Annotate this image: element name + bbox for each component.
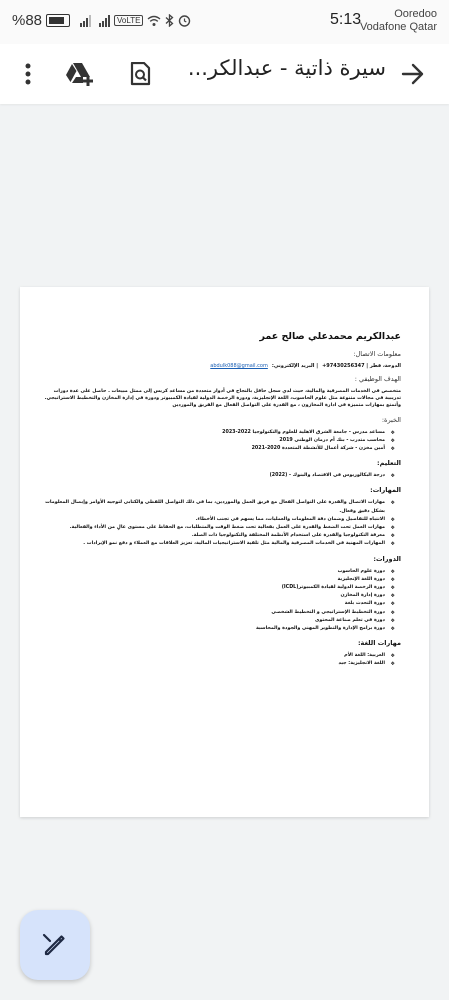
skills-list <box>40 499 401 548</box>
edit-button[interactable] <box>20 910 90 980</box>
carrier-name-secondary: Vodafone Qatar <box>359 21 437 33</box>
list-item: ❖ الانتباه للتفاصيل وضمان دقة المعلومات والعمليات، مما يسهم في تجنب الأخطاء. <box>40 516 385 524</box>
list-item: ❖ مهارات الاتصال والقدرة على التواصل الفعال مع فريق العمل والموردين، بما في ذلك التواصل اللفظي والكتابي لتوجيه الأوامر وإيصال المعلومات بشكل دقيق وفعال. <box>40 499 385 515</box>
list-item: ❖ دورة التحدث بلغة <box>40 600 385 608</box>
list-item: ❖ أمين مخزن - شركة أعمال للأنشطة المتعددة 2020-2021 <box>40 445 385 453</box>
search-in-document-icon <box>129 62 151 86</box>
edit-pen-icon <box>42 932 68 958</box>
list-item: ❖ دورة في تعلم صناعة المحتوى <box>40 617 385 625</box>
list-item: ❖ مساعد مدرس - جامعة الشرق الاهلية للعلوم والتكنولوجيا 2022-2023 <box>40 429 385 437</box>
battery-percent: %88 <box>12 12 43 29</box>
objective-heading: الهدف الوظيفي : <box>354 375 401 383</box>
list-item: ❖ اللغة الانجليزية: جيد <box>40 660 385 668</box>
languages-list <box>40 652 401 668</box>
carrier-name: Ooredoo <box>394 8 437 20</box>
status-bar <box>0 0 449 44</box>
more-options-icon <box>25 63 31 85</box>
list-item: ❖ درجة البكالوريوس في الاقتصاد والبنوك - (2022) <box>40 472 385 480</box>
add-to-drive-button[interactable] <box>60 54 100 94</box>
volte-icon: VoLTE <box>114 15 143 26</box>
experience-heading: الخبرة: <box>381 415 401 424</box>
list-item: ❖ دورة التخطيط الإستراتيجي و التخطيط الشخصي <box>40 609 385 617</box>
courses-heading: الدورات: <box>373 554 401 563</box>
find-in-document-button[interactable] <box>120 54 160 94</box>
courses-list <box>40 568 401 634</box>
more-options-button[interactable] <box>8 54 48 94</box>
alarm-icon <box>178 14 191 27</box>
list-item: ❖ دورة برامج الإدارة والتطوير المهني والجودة والمحاسبة <box>40 625 385 633</box>
objective-text: متخصص في الخدمات المصرفية والمالية، حيث لدي سجل حافل بالنجاح في أدوار متعددة من مساعد كريس إلى ممثل مبيعات . حاصل على عدة دورات تدريبية في مجالات متنوعة مثل علوم الحاسوب، اللغة الإنجليزية، ودورة الرخصة الدولية لقيادة الكمبيوتر ودورة في إدارة المخازن والتخطيط الاستراتيجي. وأتمتع بمهارات متميزة في ادارة المخازون ، مع القدرة على التواصل الفعال مع الفريق والموردين <box>44 389 401 409</box>
wifi-icon <box>147 15 161 27</box>
signal-icon <box>80 14 91 27</box>
contact-heading: معلومات الاتصال: <box>353 350 401 358</box>
clock: 5:13 <box>330 11 362 28</box>
signal-icon <box>99 14 110 27</box>
document-page[interactable] <box>20 287 429 817</box>
resume-content <box>40 331 401 673</box>
status-icons <box>12 12 191 29</box>
back-button[interactable] <box>393 54 433 94</box>
list-item: ❖ محاسب متدرب - بنك أم درمان الوطني 2019 <box>40 437 385 445</box>
carrier-info <box>360 8 437 34</box>
contact-line <box>40 363 401 369</box>
document-title: سيرة ذاتية - عبدالكر... <box>187 56 386 80</box>
top-app-bar <box>0 44 449 104</box>
list-item: ❖ مهارات العمل تحت الضغط والقدرة على العمل بفعالية تحت ضغط الوقت والمتطلبات، مع الحفاظ على مستوى عالٍ من الأداء والفعالية. <box>40 524 385 532</box>
list-item: ❖ دورة اللغة الإنجليزية <box>40 576 385 584</box>
back-arrow-icon <box>401 63 425 85</box>
contact-email-link[interactable]: abdulk088@gmail.com <box>210 363 268 369</box>
languages-heading: مهارات اللغة: <box>357 639 401 648</box>
skills-heading: المهارات: <box>370 486 401 495</box>
battery-icon <box>46 14 70 27</box>
list-item: ❖ العربية: اللغة الأم <box>40 652 385 660</box>
list-item: ❖ معرفة التكنولوجيا والقدرة على استخدام الأنظمة المختلفة والتكنولوجيا ذات الصلة. <box>40 532 385 540</box>
list-item: ❖ دورة إدارة المخازن <box>40 592 385 600</box>
list-item: ❖ المهارات المهنية في الخدمات المصرفية والمالية مثل تلقية الاستراتيجيات المالية، تعزيز العلاقات مع العملاء و دفع نمو الإيرادات . <box>40 540 385 548</box>
bluetooth-icon <box>165 14 174 27</box>
list-item: ❖ دورة علوم الحاسوب <box>40 568 385 576</box>
list-item: ❖ دورة الرخصة الدولية لقيادة الكمبيوتر(ICDL) <box>40 584 385 592</box>
resume-name: عبدالكريم محمدعلي صالح عمر <box>259 331 401 342</box>
education-heading: التعليم: <box>377 459 401 468</box>
education-list <box>40 472 401 480</box>
add-to-drive-icon <box>65 61 95 87</box>
contact-email-label: | البريد الإلكتروني: <box>271 363 319 369</box>
contact-location: الدوحة، قطر | 97430256347+ <box>322 363 401 369</box>
experience-list <box>40 429 401 454</box>
